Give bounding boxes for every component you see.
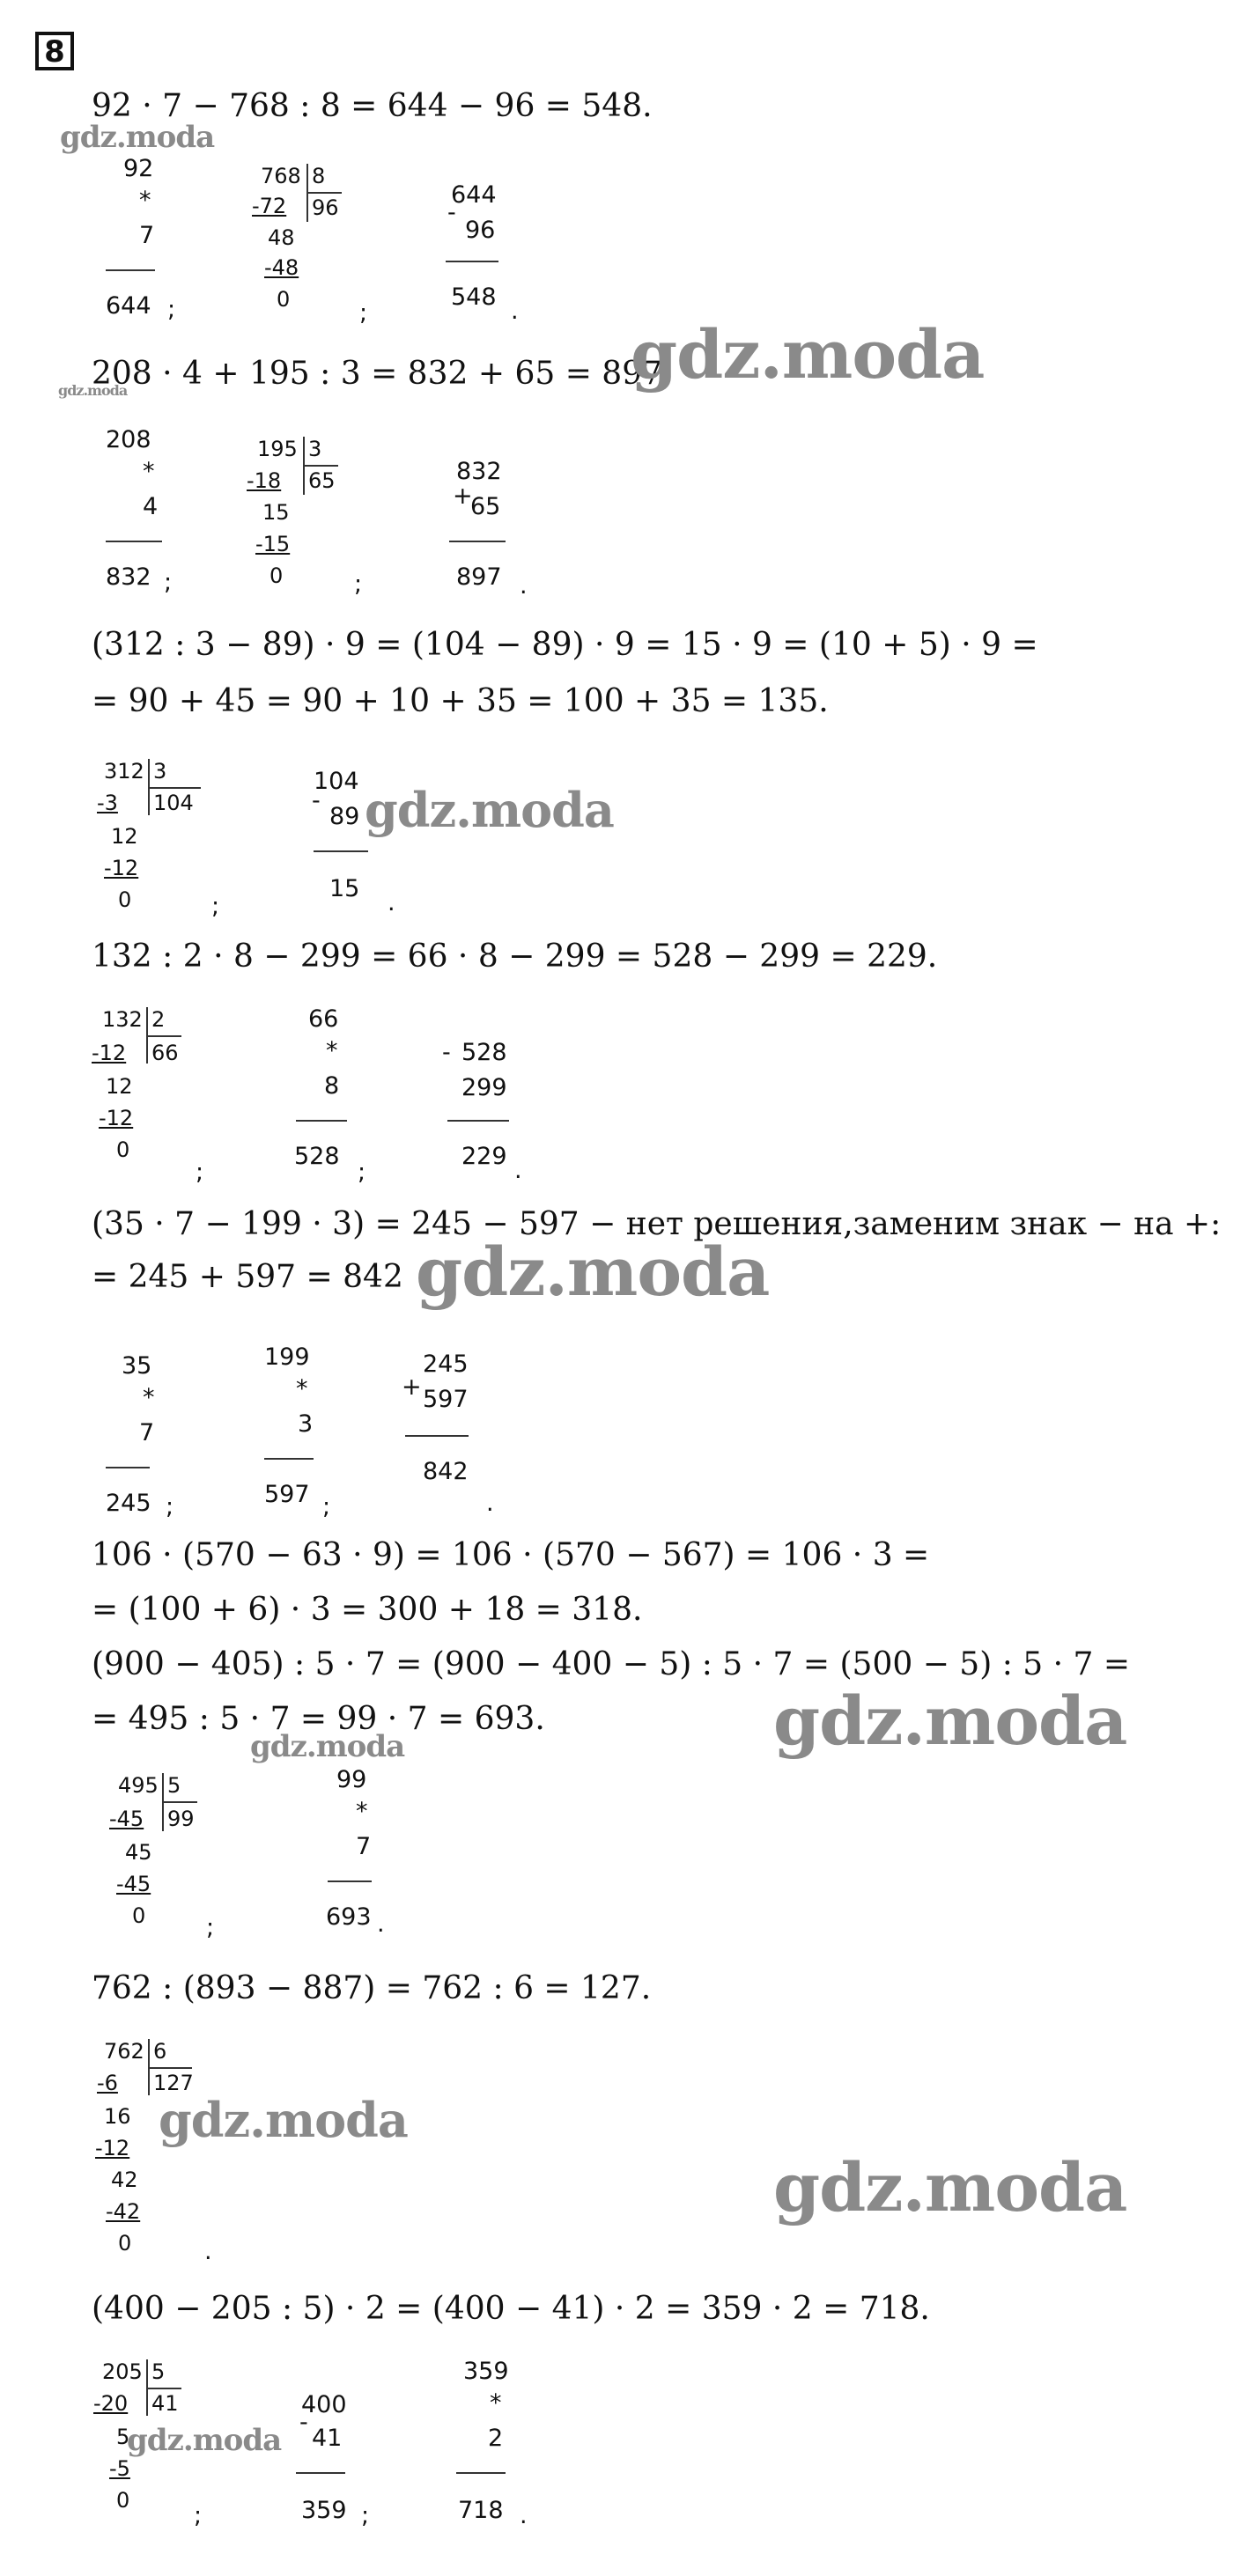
semicolon: ; bbox=[361, 2502, 370, 2529]
multiplier: 4 bbox=[143, 493, 159, 520]
semicolon: ; bbox=[164, 569, 173, 596]
equation-line-6: (35 · 7 − 199 · 3) = 245 − 597 − нет решения,заменим знак − на +: bbox=[92, 1206, 1222, 1242]
remainder-zero: 0 bbox=[118, 2231, 132, 2256]
quotient: 66 bbox=[151, 1041, 179, 1065]
semicolon: ; bbox=[322, 1493, 331, 1520]
division-bar bbox=[146, 1035, 181, 1037]
divisor: 5 bbox=[167, 1773, 181, 1798]
period: . bbox=[377, 1910, 385, 1938]
semicolon: ; bbox=[166, 1493, 174, 1520]
product: 528 bbox=[294, 1143, 340, 1170]
remainder: 12 bbox=[111, 824, 138, 849]
sum: 897 bbox=[456, 563, 502, 591]
subtrahend: -5 bbox=[109, 2456, 130, 2481]
subtrahend: -42 bbox=[106, 2199, 141, 2224]
quotient: 41 bbox=[151, 2391, 179, 2416]
multiplier: 2 bbox=[488, 2425, 504, 2452]
product: 693 bbox=[326, 1903, 372, 1931]
period: . bbox=[511, 298, 519, 325]
subtrahend: -3 bbox=[97, 791, 118, 815]
subtrahend: -6 bbox=[97, 2071, 118, 2095]
subtrahend: -48 bbox=[264, 255, 299, 280]
quotient: 65 bbox=[308, 468, 336, 493]
minus-sign: - bbox=[312, 787, 321, 814]
multiplier: 7 bbox=[139, 222, 155, 249]
addend: 832 bbox=[456, 458, 502, 485]
multiplicand: 99 bbox=[336, 1766, 367, 1793]
multiplicand: 66 bbox=[308, 1005, 339, 1033]
remainder: 5 bbox=[116, 2425, 130, 2449]
equation-line-11: = 495 : 5 · 7 = 99 · 7 = 693. bbox=[92, 1701, 545, 1737]
remainder: 16 bbox=[104, 2104, 131, 2129]
division-bar bbox=[306, 192, 342, 194]
subtrahend: 96 bbox=[465, 217, 496, 244]
minuend: 104 bbox=[314, 768, 359, 795]
subtrahend: -12 bbox=[99, 1106, 134, 1130]
difference: 229 bbox=[461, 1143, 507, 1170]
result-line bbox=[106, 541, 162, 542]
plus-sign: + bbox=[402, 1373, 422, 1401]
minuend: 644 bbox=[451, 181, 497, 209]
watermark: gdz.moda bbox=[250, 1729, 405, 1764]
period: . bbox=[204, 2238, 212, 2265]
remainder: 45 bbox=[125, 1840, 152, 1865]
multiply-sign: * bbox=[490, 2389, 502, 2417]
period: . bbox=[388, 889, 395, 916]
period: . bbox=[514, 1157, 522, 1184]
watermark: gdz.moda bbox=[58, 382, 128, 399]
product: 644 bbox=[106, 292, 151, 320]
result-line bbox=[456, 2472, 506, 2474]
multiply-sign: * bbox=[356, 1798, 368, 1825]
minuend: 528 bbox=[461, 1039, 507, 1066]
product: 245 bbox=[106, 1490, 151, 1517]
plus-sign: + bbox=[453, 482, 473, 510]
sum: 842 bbox=[423, 1458, 469, 1485]
multiplier: 8 bbox=[324, 1072, 340, 1100]
subtrahend: -45 bbox=[109, 1807, 144, 1831]
semicolon: ; bbox=[211, 893, 220, 920]
divisor: 2 bbox=[151, 1007, 166, 1032]
equation-line-10: (900 − 405) : 5 · 7 = (900 − 400 − 5) : 5 · 7 = (500 − 5) : 5 · 7 = bbox=[92, 1646, 1131, 1682]
semicolon: ; bbox=[196, 1159, 204, 1186]
equation-line-5: 132 : 2 · 8 − 299 = 66 · 8 − 299 = 528 − 299 = 229. bbox=[92, 938, 938, 975]
semicolon: ; bbox=[358, 1159, 366, 1186]
result-line bbox=[296, 1120, 347, 1122]
subtrahend: -12 bbox=[92, 1041, 127, 1065]
multiplicand: 35 bbox=[122, 1352, 152, 1380]
multiply-sign: * bbox=[296, 1375, 308, 1402]
remainder-zero: 0 bbox=[116, 2488, 130, 2513]
subtrahend: 89 bbox=[329, 803, 360, 830]
result-line bbox=[264, 1458, 314, 1460]
result-line bbox=[314, 850, 368, 852]
result-line bbox=[106, 269, 155, 271]
remainder-zero: 0 bbox=[132, 1903, 146, 1928]
multiplicand: 359 bbox=[463, 2358, 509, 2385]
dividend: 768 bbox=[261, 164, 301, 188]
period: . bbox=[520, 2502, 528, 2529]
equation-line-8: 106 · (570 − 63 · 9) = 106 · (570 − 567) = 106 · 3 = bbox=[92, 1537, 930, 1573]
minuend: 400 bbox=[301, 2391, 347, 2418]
equation-line-1: 92 · 7 − 768 : 8 = 644 − 96 = 548. bbox=[92, 88, 653, 124]
watermark: gdz.moda bbox=[416, 1233, 770, 1311]
subtrahend: -15 bbox=[255, 532, 291, 556]
divisor: 3 bbox=[153, 759, 167, 784]
divisor: 3 bbox=[308, 437, 322, 461]
quotient: 99 bbox=[167, 1807, 195, 1831]
watermark: gdz.moda bbox=[365, 782, 614, 838]
multiplicand: 208 bbox=[106, 426, 151, 453]
multiply-sign: * bbox=[143, 1384, 155, 1411]
multiply-sign: * bbox=[326, 1037, 338, 1064]
minus-sign: - bbox=[442, 1039, 451, 1066]
subtrahend: -20 bbox=[93, 2391, 129, 2416]
equation-line-3: (312 : 3 − 89) · 9 = (104 − 89) · 9 = 15 · 9 = (10 + 5) · 9 = bbox=[92, 627, 1038, 663]
result-line bbox=[449, 541, 506, 542]
remainder-zero: 0 bbox=[118, 887, 132, 912]
dividend: 762 bbox=[104, 2039, 144, 2064]
task-number-badge: 8 bbox=[35, 32, 74, 70]
equation-line-12: 762 : (893 − 887) = 762 : 6 = 127. bbox=[92, 1970, 652, 2006]
addend: 65 bbox=[470, 493, 501, 520]
equation-line-9: = (100 + 6) · 3 = 300 + 18 = 318. bbox=[92, 1592, 643, 1628]
subtrahend: -45 bbox=[116, 1872, 151, 1896]
quotient: 127 bbox=[153, 2071, 194, 2095]
difference: 15 bbox=[329, 875, 360, 902]
semicolon: ; bbox=[167, 296, 176, 323]
dividend: 132 bbox=[102, 1007, 143, 1032]
product: 718 bbox=[458, 2497, 504, 2524]
multiply-sign: * bbox=[139, 187, 151, 214]
minus-sign: - bbox=[299, 2409, 308, 2436]
result-line bbox=[447, 1120, 509, 1122]
remainder: 48 bbox=[268, 225, 295, 250]
watermark: gdz.moda bbox=[631, 315, 985, 394]
semicolon: ; bbox=[194, 2502, 203, 2529]
multiplier: 7 bbox=[139, 1419, 155, 1446]
remainder: 15 bbox=[262, 500, 290, 525]
equation-line-4: = 90 + 45 = 90 + 10 + 35 = 100 + 35 = 135. bbox=[92, 683, 829, 719]
remainder: 12 bbox=[106, 1074, 133, 1099]
remainder-zero: 0 bbox=[116, 1137, 130, 1162]
period: . bbox=[520, 572, 528, 600]
subtrahend: 41 bbox=[312, 2425, 343, 2452]
product: 832 bbox=[106, 563, 151, 591]
remainder-zero: 0 bbox=[277, 287, 291, 312]
watermark: gdz.moda bbox=[159, 2092, 408, 2148]
divisor: 5 bbox=[151, 2359, 166, 2384]
multiplicand: 199 bbox=[264, 1343, 310, 1371]
subtrahend: 299 bbox=[461, 1074, 507, 1101]
result-line bbox=[106, 1467, 150, 1468]
dividend: 312 bbox=[104, 759, 144, 784]
semicolon: ; bbox=[354, 570, 363, 598]
multiplier: 7 bbox=[356, 1833, 372, 1860]
division-bar bbox=[148, 787, 201, 789]
subtrahend: -12 bbox=[95, 2136, 130, 2160]
quotient: 104 bbox=[153, 791, 194, 815]
product: 597 bbox=[264, 1481, 310, 1508]
semicolon: ; bbox=[206, 1914, 215, 1941]
dividend: 195 bbox=[257, 437, 298, 461]
divisor: 6 bbox=[153, 2039, 167, 2064]
subtrahend: -18 bbox=[247, 468, 282, 493]
addend: 597 bbox=[423, 1386, 469, 1413]
dividend: 205 bbox=[102, 2359, 143, 2384]
division-bar bbox=[148, 2067, 192, 2069]
addend: 245 bbox=[423, 1351, 469, 1378]
divisor: 8 bbox=[312, 164, 326, 188]
division-bar bbox=[303, 465, 338, 467]
remainder: 42 bbox=[111, 2168, 138, 2192]
multiply-sign: * bbox=[143, 458, 155, 485]
result-line bbox=[446, 261, 498, 262]
watermark: gdz.moda bbox=[60, 120, 215, 155]
equation-line-7: = 245 + 597 = 842 bbox=[92, 1259, 403, 1295]
semicolon: ; bbox=[359, 299, 368, 327]
watermark: gdz.moda bbox=[127, 2423, 282, 2458]
result-line bbox=[296, 2472, 345, 2474]
difference: 359 bbox=[301, 2497, 347, 2524]
division-bar bbox=[162, 1801, 197, 1803]
watermark: gdz.moda bbox=[773, 2148, 1127, 2226]
equation-line-13: (400 − 205 : 5) · 2 = (400 − 41) · 2 = 359 · 2 = 718. bbox=[92, 2291, 930, 2327]
minus-sign: - bbox=[447, 199, 456, 226]
multiplicand: 92 bbox=[123, 155, 154, 182]
multiplier: 3 bbox=[298, 1410, 314, 1438]
remainder-zero: 0 bbox=[269, 563, 284, 588]
subtrahend: -12 bbox=[104, 856, 139, 880]
period: . bbox=[486, 1490, 494, 1517]
division-bar bbox=[146, 2388, 181, 2389]
difference: 548 bbox=[451, 283, 497, 311]
watermark: gdz.moda bbox=[773, 1682, 1127, 1760]
result-line bbox=[405, 1435, 469, 1437]
subtrahend: -72 bbox=[252, 194, 287, 218]
equation-line-2: 208 · 4 + 195 : 3 = 832 + 65 = 897. bbox=[92, 356, 673, 392]
quotient: 96 bbox=[312, 195, 339, 220]
result-line bbox=[328, 1880, 372, 1882]
dividend: 495 bbox=[118, 1773, 159, 1798]
